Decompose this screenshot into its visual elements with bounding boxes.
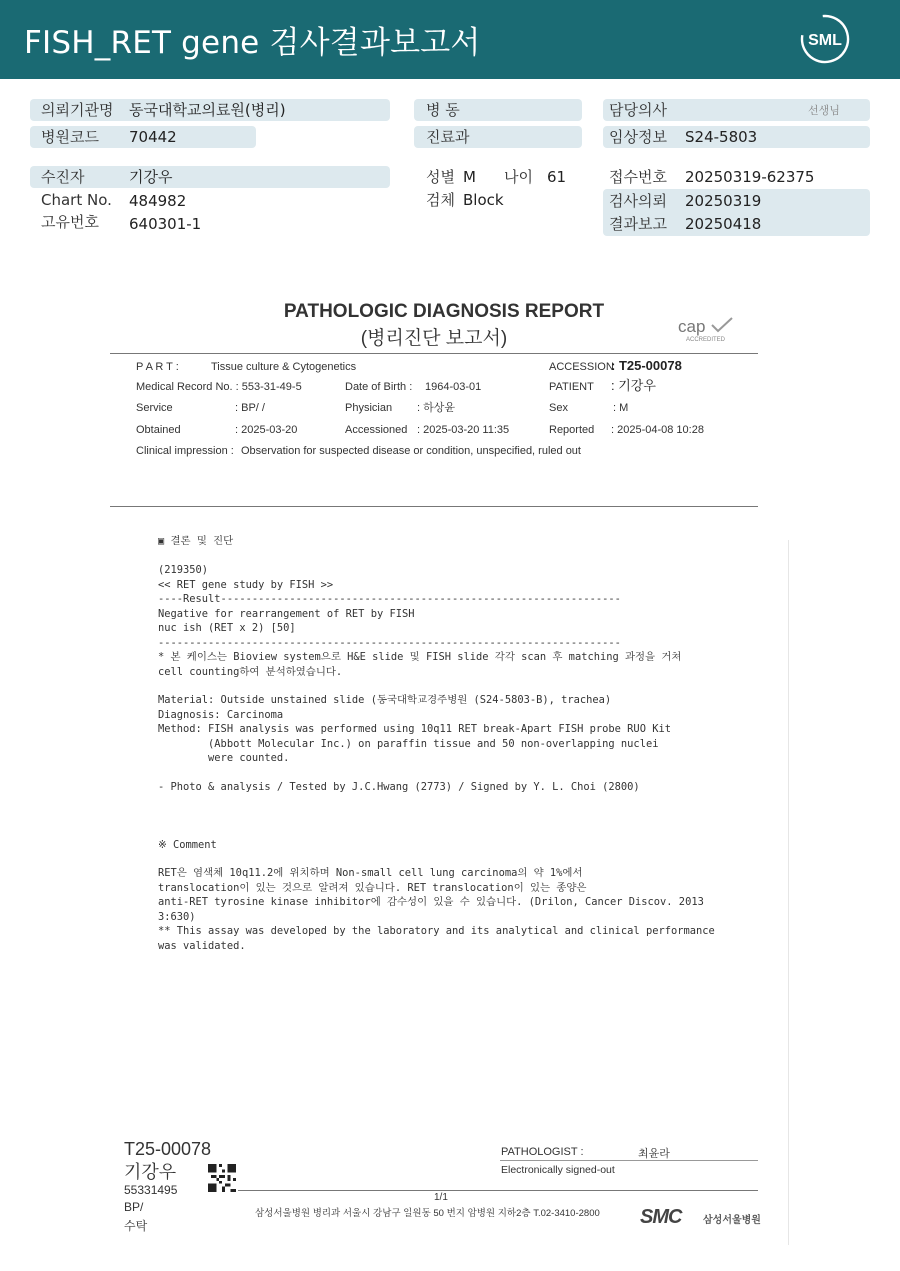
doctor-suffix: 선생님 [808, 104, 840, 117]
page-number: 1/1 [434, 1192, 448, 1203]
patient-label-report: PATIENT [549, 381, 594, 393]
institution-label: 의뢰기관명 [41, 101, 114, 119]
signature-rule [500, 1160, 758, 1161]
dept-label: 진료과 [426, 128, 470, 146]
esigned-text: Electronically signed-out [501, 1164, 615, 1176]
receipt-value: 20250319-62375 [685, 168, 815, 186]
patient-value-report: : 기강우 [611, 378, 656, 393]
sex-label: 성별 [426, 168, 455, 186]
divider-top [110, 353, 758, 354]
comment-block: RET은 염색체 10q11.2에 위치하며 Non-small cell lung carcinoma의 약 1%에서 translocation이 있는 것으로 알려져 있습니다. RET translocation이 있는 종양은 anti-RET tyrosine kinase inhibitor에 감수성이 있을 수 있습니다. (Drilon, Cancer Discov. 2013 3:630) ** This assay was developed by the laboratory and its analytical and clinical performance was validated. [158, 867, 715, 952]
reported-label: Reported [549, 424, 595, 436]
doctor-label: 담당의사 [609, 101, 667, 119]
part-label: P A R T : [136, 361, 179, 373]
clinical-impression-value: Observation for suspected disease or condition, unspecified, ruled out [241, 445, 581, 457]
sml-logo [800, 14, 850, 64]
dob-label: Date of Birth : [345, 381, 413, 393]
obtained-value: : 2025-03-20 [235, 424, 298, 436]
logo-text: SML [808, 32, 842, 49]
report-title-ko: (병리진단 보고서) [360, 328, 508, 349]
chart-label: Chart No. [41, 191, 112, 209]
patient-value: 기강우 [129, 168, 173, 186]
physician-label: Physician [345, 402, 393, 414]
hospital-code-label: 병원코드 [41, 128, 99, 146]
sex-value: M [463, 168, 476, 186]
sex-label-report: Sex [549, 402, 568, 414]
clinical-impression-label: Clinical impression : [136, 445, 234, 457]
result-block: (219350) << RET gene study by FISH >> ----Result---------------------------------------------------------------- Negative for rearrangement of RET by FISH nuc ish (RET x 2) [50] -------------------------------------------------------------------------- * 본 케이스는 Bioview system으로 H&E slide 및 FISH slide 각각 scan 후 matching 과정을 거쳐 cell counting하여 분석하였습니다. [158, 564, 682, 678]
dob-value: 1964-03-01 [425, 381, 482, 393]
comment-title: ※ Comment [158, 839, 217, 851]
age-label: 나이 [504, 168, 533, 186]
hospital-code-value: 70442 [129, 128, 177, 146]
qr-code-icon [207, 1164, 237, 1192]
obtained-label: Obtained [136, 424, 181, 436]
reported-value: : 2025-04-08 10:28 [611, 424, 704, 436]
clinical-value: S24-5803 [685, 128, 758, 146]
accession-label: ACCESSION [549, 361, 614, 373]
institution-value: 동국대학교의료원(병리) [129, 101, 286, 119]
footer-type: 수탁 [124, 1219, 148, 1233]
request-value: 20250319 [685, 192, 762, 210]
request-label: 검사의뢰 [609, 192, 667, 210]
method-block: Material: Outside unstained slide (동국대학교경주병원 (S24-5803-B), trachea) Diagnosis: Carcinoma Method: FISH analysis was performed using 10q11 RET break-Apart FISH probe RUO Kit (Abbott Molecular Inc.) on paraffin tissue and 50 non-overlapping nuclei were counted. [158, 694, 671, 764]
footer-mrn: 55331495 [124, 1183, 178, 1197]
chart-value: 484982 [129, 192, 187, 210]
ward-label: 병 동 [426, 101, 460, 119]
footer-address: 삼성서울병원 병리과 서울시 강남구 일원동 50 번지 암병원 지하2층 T.02-3410-2800 [255, 1208, 600, 1219]
service-label: Service [136, 402, 173, 414]
accession-value: : T25-00078 [611, 358, 682, 373]
divider-mid [110, 506, 758, 507]
report-title-en: PATHOLOGIC DIAGNOSIS REPORT [283, 301, 605, 322]
conclusion-section-title: ▣ 결론 및 진단 [158, 535, 234, 547]
pathologist-name: 최윤라 [638, 1148, 670, 1160]
mrn-field: Medical Record No. : 553-31-49-5 [136, 381, 302, 393]
result-value: 20250418 [685, 215, 762, 233]
specimen-label: 검체 [426, 191, 455, 209]
cap-logo-text: cap [678, 317, 706, 336]
header-bar [0, 0, 900, 79]
unique-value: 640301-1 [129, 215, 202, 233]
service-value: : BP/ / [235, 402, 265, 414]
part-value: Tissue culture & Cytogenetics [211, 361, 357, 373]
smc-logo: SMC [640, 1206, 682, 1228]
footer-rule [238, 1190, 758, 1191]
footer-patient: 기강우 [124, 1162, 177, 1182]
footer-service: BP/ [124, 1200, 144, 1214]
hospital-name: 삼성서울병원 [703, 1215, 761, 1226]
result-label: 결과보고 [609, 215, 667, 233]
page-title: FISH_RET gene 검사결과보고서 [24, 25, 481, 61]
signoff-line: - Photo & analysis / Tested by J.C.Hwang (2773) / Signed by Y. L. Choi (2800) [158, 781, 640, 793]
accessioned-value: : 2025-03-20 11:35 [417, 424, 510, 436]
accessioned-label: Accessioned [345, 424, 408, 436]
physician-value: : 하상윤 [417, 402, 455, 414]
sex-value-report: : M [613, 402, 629, 414]
cap-accredited-logo [676, 315, 736, 343]
pathologist-label: PATHOLOGIST : [501, 1146, 584, 1158]
cap-logo-sub: ACCREDITED [686, 337, 726, 343]
scan-edge [788, 540, 789, 1245]
patient-label: 수진자 [41, 168, 85, 186]
unique-label: 고유번호 [41, 213, 99, 231]
clinical-label: 임상정보 [609, 128, 667, 146]
footer-accession: T25-00078 [124, 1139, 212, 1159]
receipt-label: 접수번호 [609, 168, 667, 186]
age-value: 61 [547, 168, 567, 186]
specimen-value: Block [463, 191, 504, 209]
